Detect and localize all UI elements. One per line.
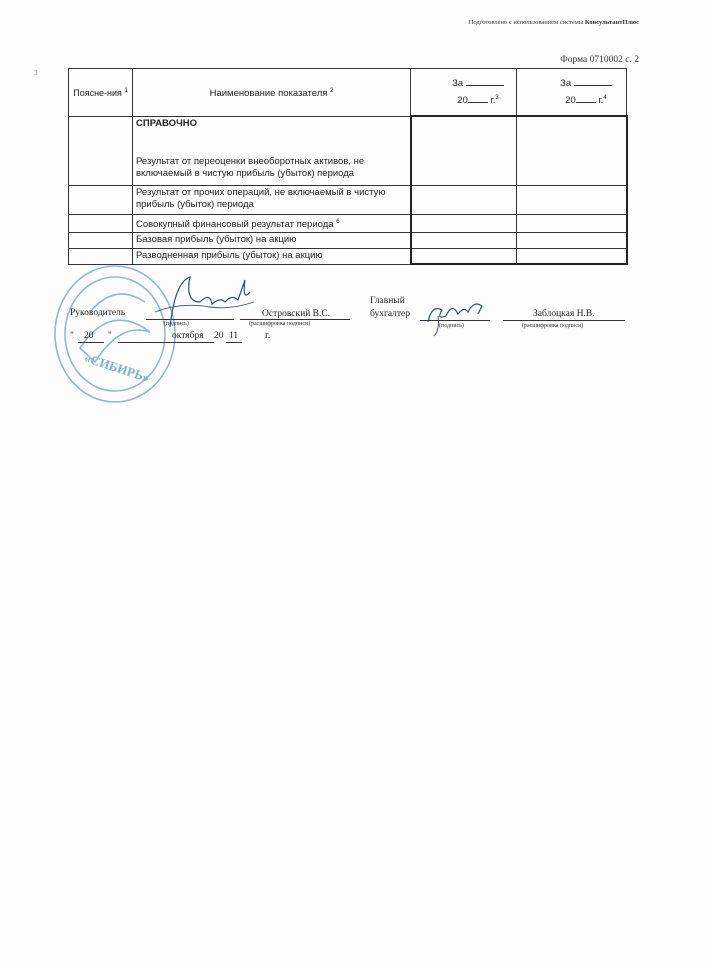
table-row bbox=[69, 214, 627, 232]
period-1-year: 20 bbox=[457, 95, 468, 107]
director-label: Руководитель bbox=[70, 308, 126, 318]
row-label-sup: 6 bbox=[336, 218, 340, 225]
date-year: 11 bbox=[229, 331, 239, 341]
notes-cell bbox=[69, 185, 133, 214]
stamp-text: «СИБИРЬ» bbox=[82, 349, 152, 386]
section-title: СПРАВОЧНО bbox=[136, 117, 197, 129]
accountant-name-line bbox=[503, 320, 625, 321]
value-cell-period-2 bbox=[517, 214, 627, 232]
date-year-suffix: г. bbox=[265, 331, 271, 341]
value-cell-period-1 bbox=[411, 232, 517, 248]
row-label: Базовая прибыль (убыток) на акцию bbox=[133, 232, 411, 248]
value-cell-period-1 bbox=[411, 214, 517, 232]
accountant-name: Заблоцкая Н.В. bbox=[533, 309, 595, 319]
header-name-text: Наименование показателя bbox=[209, 87, 328, 99]
row-label-cell bbox=[133, 116, 411, 185]
notes-cell bbox=[69, 116, 133, 185]
value-cell-period-2 bbox=[517, 248, 627, 264]
header-notes-sup: 1 bbox=[124, 88, 128, 95]
value-cell-period-2 bbox=[517, 232, 627, 248]
accountant-decode-caption: (расшифровка подписи) bbox=[522, 323, 584, 329]
period-1-sup: 3 bbox=[495, 94, 499, 101]
date-month-line bbox=[118, 342, 214, 343]
row-label: Результат от переоценки внеоборотных активов, не включаемый в чистую прибыль (убыток) периода bbox=[136, 155, 365, 179]
date-month: октября bbox=[172, 331, 204, 341]
period-2-suffix: г. bbox=[598, 95, 604, 107]
header-notes-text: Поясне-ния bbox=[73, 88, 122, 99]
report-table bbox=[68, 68, 628, 265]
date-day: 20 bbox=[84, 331, 94, 341]
notes-cell bbox=[69, 214, 133, 232]
date-day-line bbox=[78, 342, 104, 343]
row-label: Разводненная прибыль (убыток) на акцию bbox=[133, 248, 411, 264]
director-signature-icon bbox=[150, 272, 260, 332]
value-cell-period-1 bbox=[411, 248, 517, 264]
date-quote-close: " bbox=[108, 331, 112, 341]
header-notes bbox=[69, 69, 133, 117]
director-signature-caption: (подпись) bbox=[164, 321, 189, 327]
table-row bbox=[69, 185, 627, 214]
period-2-blank bbox=[574, 76, 612, 86]
table-row bbox=[69, 116, 627, 185]
row-label: Совокупный финансовый результат периода bbox=[136, 218, 334, 230]
date-year-prefix: 20 bbox=[214, 331, 224, 341]
margin-mark: 3 bbox=[34, 69, 38, 77]
value-cell-period-1 bbox=[411, 116, 517, 185]
date-quote-open: " bbox=[70, 331, 74, 341]
period-1-year-blank bbox=[468, 93, 488, 103]
source-note-prefix: Подготовлено с использованием системы bbox=[468, 19, 584, 26]
director-decode-caption: (расшифровка подписи) bbox=[249, 321, 311, 327]
accountant-signature-caption: (подпись) bbox=[439, 323, 464, 329]
period-2-year: 20 bbox=[565, 95, 576, 107]
date-year-line bbox=[226, 342, 242, 343]
director-name: Островский В.С. bbox=[262, 309, 331, 319]
accountant-label-2: бухгалтер bbox=[370, 309, 411, 319]
table-row bbox=[69, 232, 627, 248]
header-period-1 bbox=[411, 69, 517, 117]
header-period-2 bbox=[517, 69, 627, 117]
accountant-signature-icon bbox=[420, 292, 492, 338]
period-2-prefix: За bbox=[560, 77, 572, 89]
row-label-cell bbox=[133, 214, 411, 232]
accountant-label-1: Главный bbox=[370, 296, 405, 306]
value-cell-period-2 bbox=[517, 185, 627, 214]
form-number: Форма 0710002 с. 2 bbox=[560, 55, 639, 65]
source-note bbox=[469, 19, 639, 26]
period-1-blank bbox=[466, 76, 504, 86]
header-name-sup: 2 bbox=[330, 87, 334, 94]
period-1-suffix: г. bbox=[490, 95, 496, 107]
table-header-row bbox=[69, 69, 627, 117]
section-spacer bbox=[136, 130, 407, 156]
period-2-year-blank bbox=[576, 93, 596, 103]
value-cell-period-1 bbox=[411, 185, 517, 214]
period-1-prefix: За bbox=[452, 77, 464, 89]
row-label: Результат от прочих операций, не включаемый в чистую прибыль (убыток) периода bbox=[133, 185, 411, 214]
notes-cell bbox=[69, 232, 133, 248]
value-cell-period-2 bbox=[517, 116, 627, 185]
period-2-sup: 4 bbox=[603, 94, 607, 101]
header-name bbox=[133, 69, 411, 117]
source-note-brand: КонсультантПлюс bbox=[584, 19, 639, 26]
